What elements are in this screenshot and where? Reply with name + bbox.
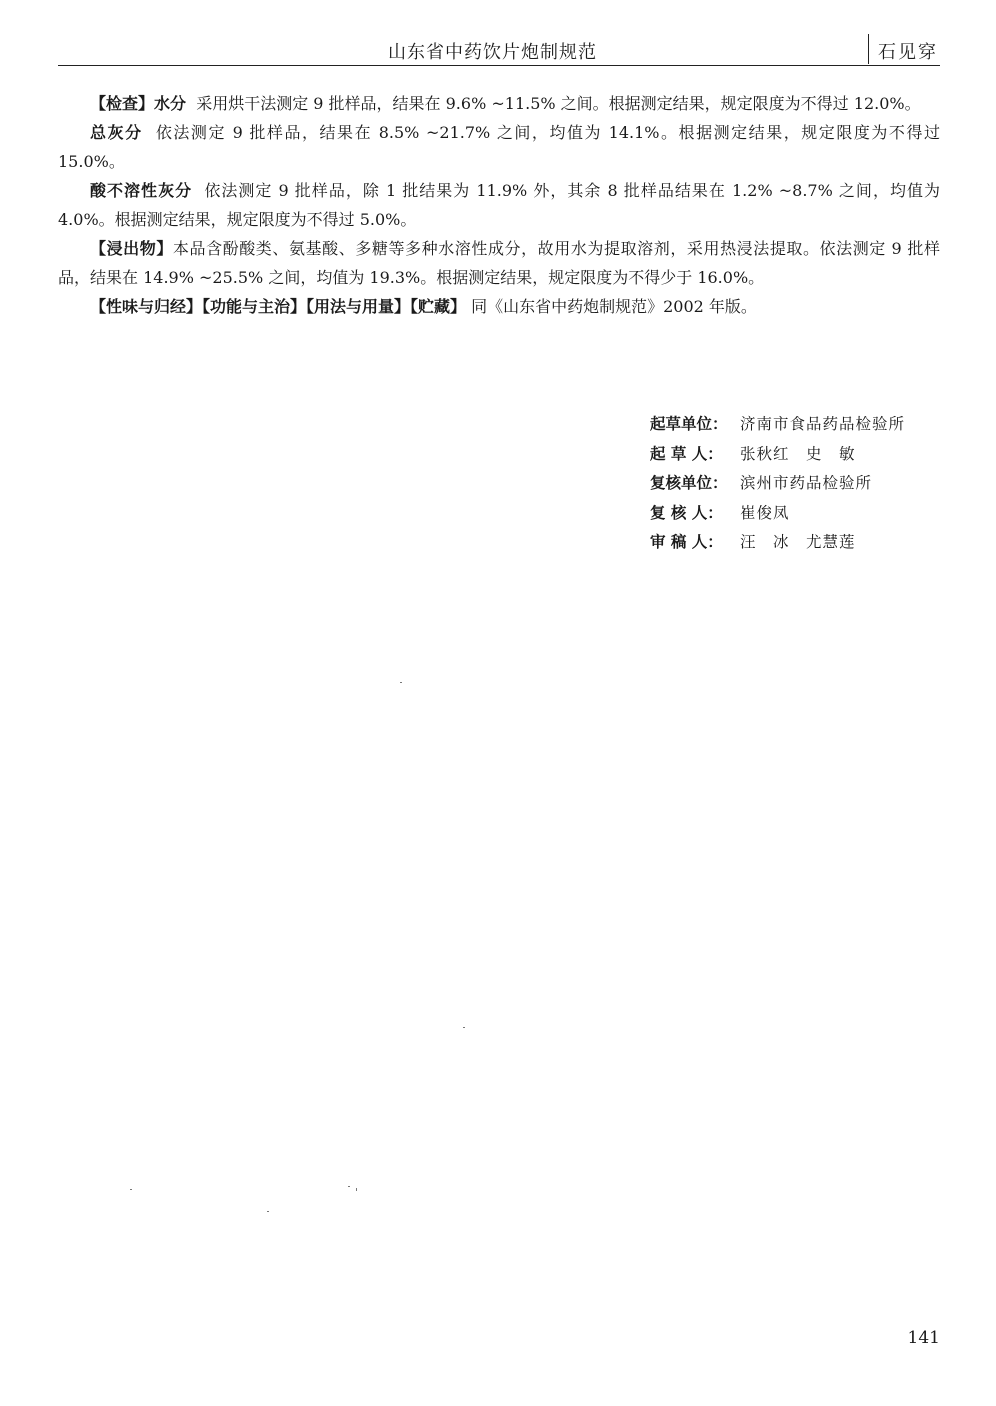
credit-label: 起草单位： xyxy=(650,415,728,433)
paragraph-moisture xyxy=(58,89,940,118)
scan-speck xyxy=(267,1211,269,1212)
credit-row-drafter xyxy=(650,440,905,470)
paragraph-properties xyxy=(58,292,940,321)
running-header xyxy=(58,34,940,68)
credit-value: 济南市食品药品检验所 xyxy=(740,415,906,433)
page-number: 141 xyxy=(907,1328,940,1348)
credit-label: 复核单位： xyxy=(650,474,728,493)
scan-speck xyxy=(348,1186,350,1187)
credit-label: 复 核 人： xyxy=(650,503,723,522)
heading-moisture: 【检查】水分 xyxy=(90,94,187,113)
text-acid-insoluble-ash: 依法测定 9 批样品，除 1 批结果为 11.9% 外，其余 8 批样品结果在 1.2% ~8.7% 之间，均值为 4.0%。根据测定结果，规定限度为不得过 5.0%。 xyxy=(58,181,940,229)
text-total-ash: 依法测定 9 批样品，结果在 8.5% ~21.7% 之间，均值为 14.1%。根据测定结果，规定限度为不得过 15.0%。 xyxy=(58,123,940,171)
credit-value: 张秋红 史 敏 xyxy=(740,444,856,463)
scan-speck xyxy=(463,1027,465,1028)
credit-value: 汪 冰 尤慧莲 xyxy=(740,533,856,552)
scan-speck xyxy=(356,1188,357,1191)
scan-speck xyxy=(400,682,402,683)
text-extract: 本品含酚酸类、氨基酸、多糖等多种水溶性成分，故用水为提取溶剂，采用热浸法提取。依法测定 9 批样品，结果在 14.9% ~25.5% 之间，均值为 19.3%。根据测定结果，规定限度为不得少于 16.0%。 xyxy=(58,239,940,287)
credit-label: 起 草 人： xyxy=(650,444,723,463)
scan-speck xyxy=(130,1189,132,1190)
paragraph-total-ash xyxy=(58,118,940,176)
credit-row-reviewer xyxy=(650,499,905,529)
paragraph-acid-insoluble-ash xyxy=(58,176,940,234)
heading-extract: 【浸出物】 xyxy=(90,239,173,258)
credit-value: 滨州市药品检验所 xyxy=(740,474,873,493)
text-moisture: 采用烘干法测定 9 批样品，结果在 9.6% ~11.5% 之间。根据测定结果，规定限度为不得过 12.0%。 xyxy=(196,94,921,113)
credit-label: 审 稿 人： xyxy=(650,533,723,552)
credit-row-drafting-unit xyxy=(650,410,905,440)
paragraph-extract xyxy=(58,234,940,292)
credit-row-editor xyxy=(650,528,905,558)
book-title: 山东省中药饮片炮制规范 xyxy=(388,42,597,63)
credits-block xyxy=(650,410,905,558)
heading-total-ash: 总灰分 xyxy=(90,123,143,142)
header-divider xyxy=(868,34,869,64)
header-rule xyxy=(58,65,940,66)
body-text xyxy=(58,89,940,321)
credit-row-review-unit xyxy=(650,469,905,499)
herb-name: 石见穿 xyxy=(878,42,938,63)
heading-properties: 【性味与归经】【功能与主治】【用法与用量】【贮藏】 xyxy=(90,297,467,316)
heading-acid-insoluble-ash: 酸不溶性灰分 xyxy=(90,181,193,200)
text-properties: 同《山东省中药炮制规范》2002 年版。 xyxy=(471,297,757,316)
credit-value: 崔俊凤 xyxy=(740,503,790,522)
